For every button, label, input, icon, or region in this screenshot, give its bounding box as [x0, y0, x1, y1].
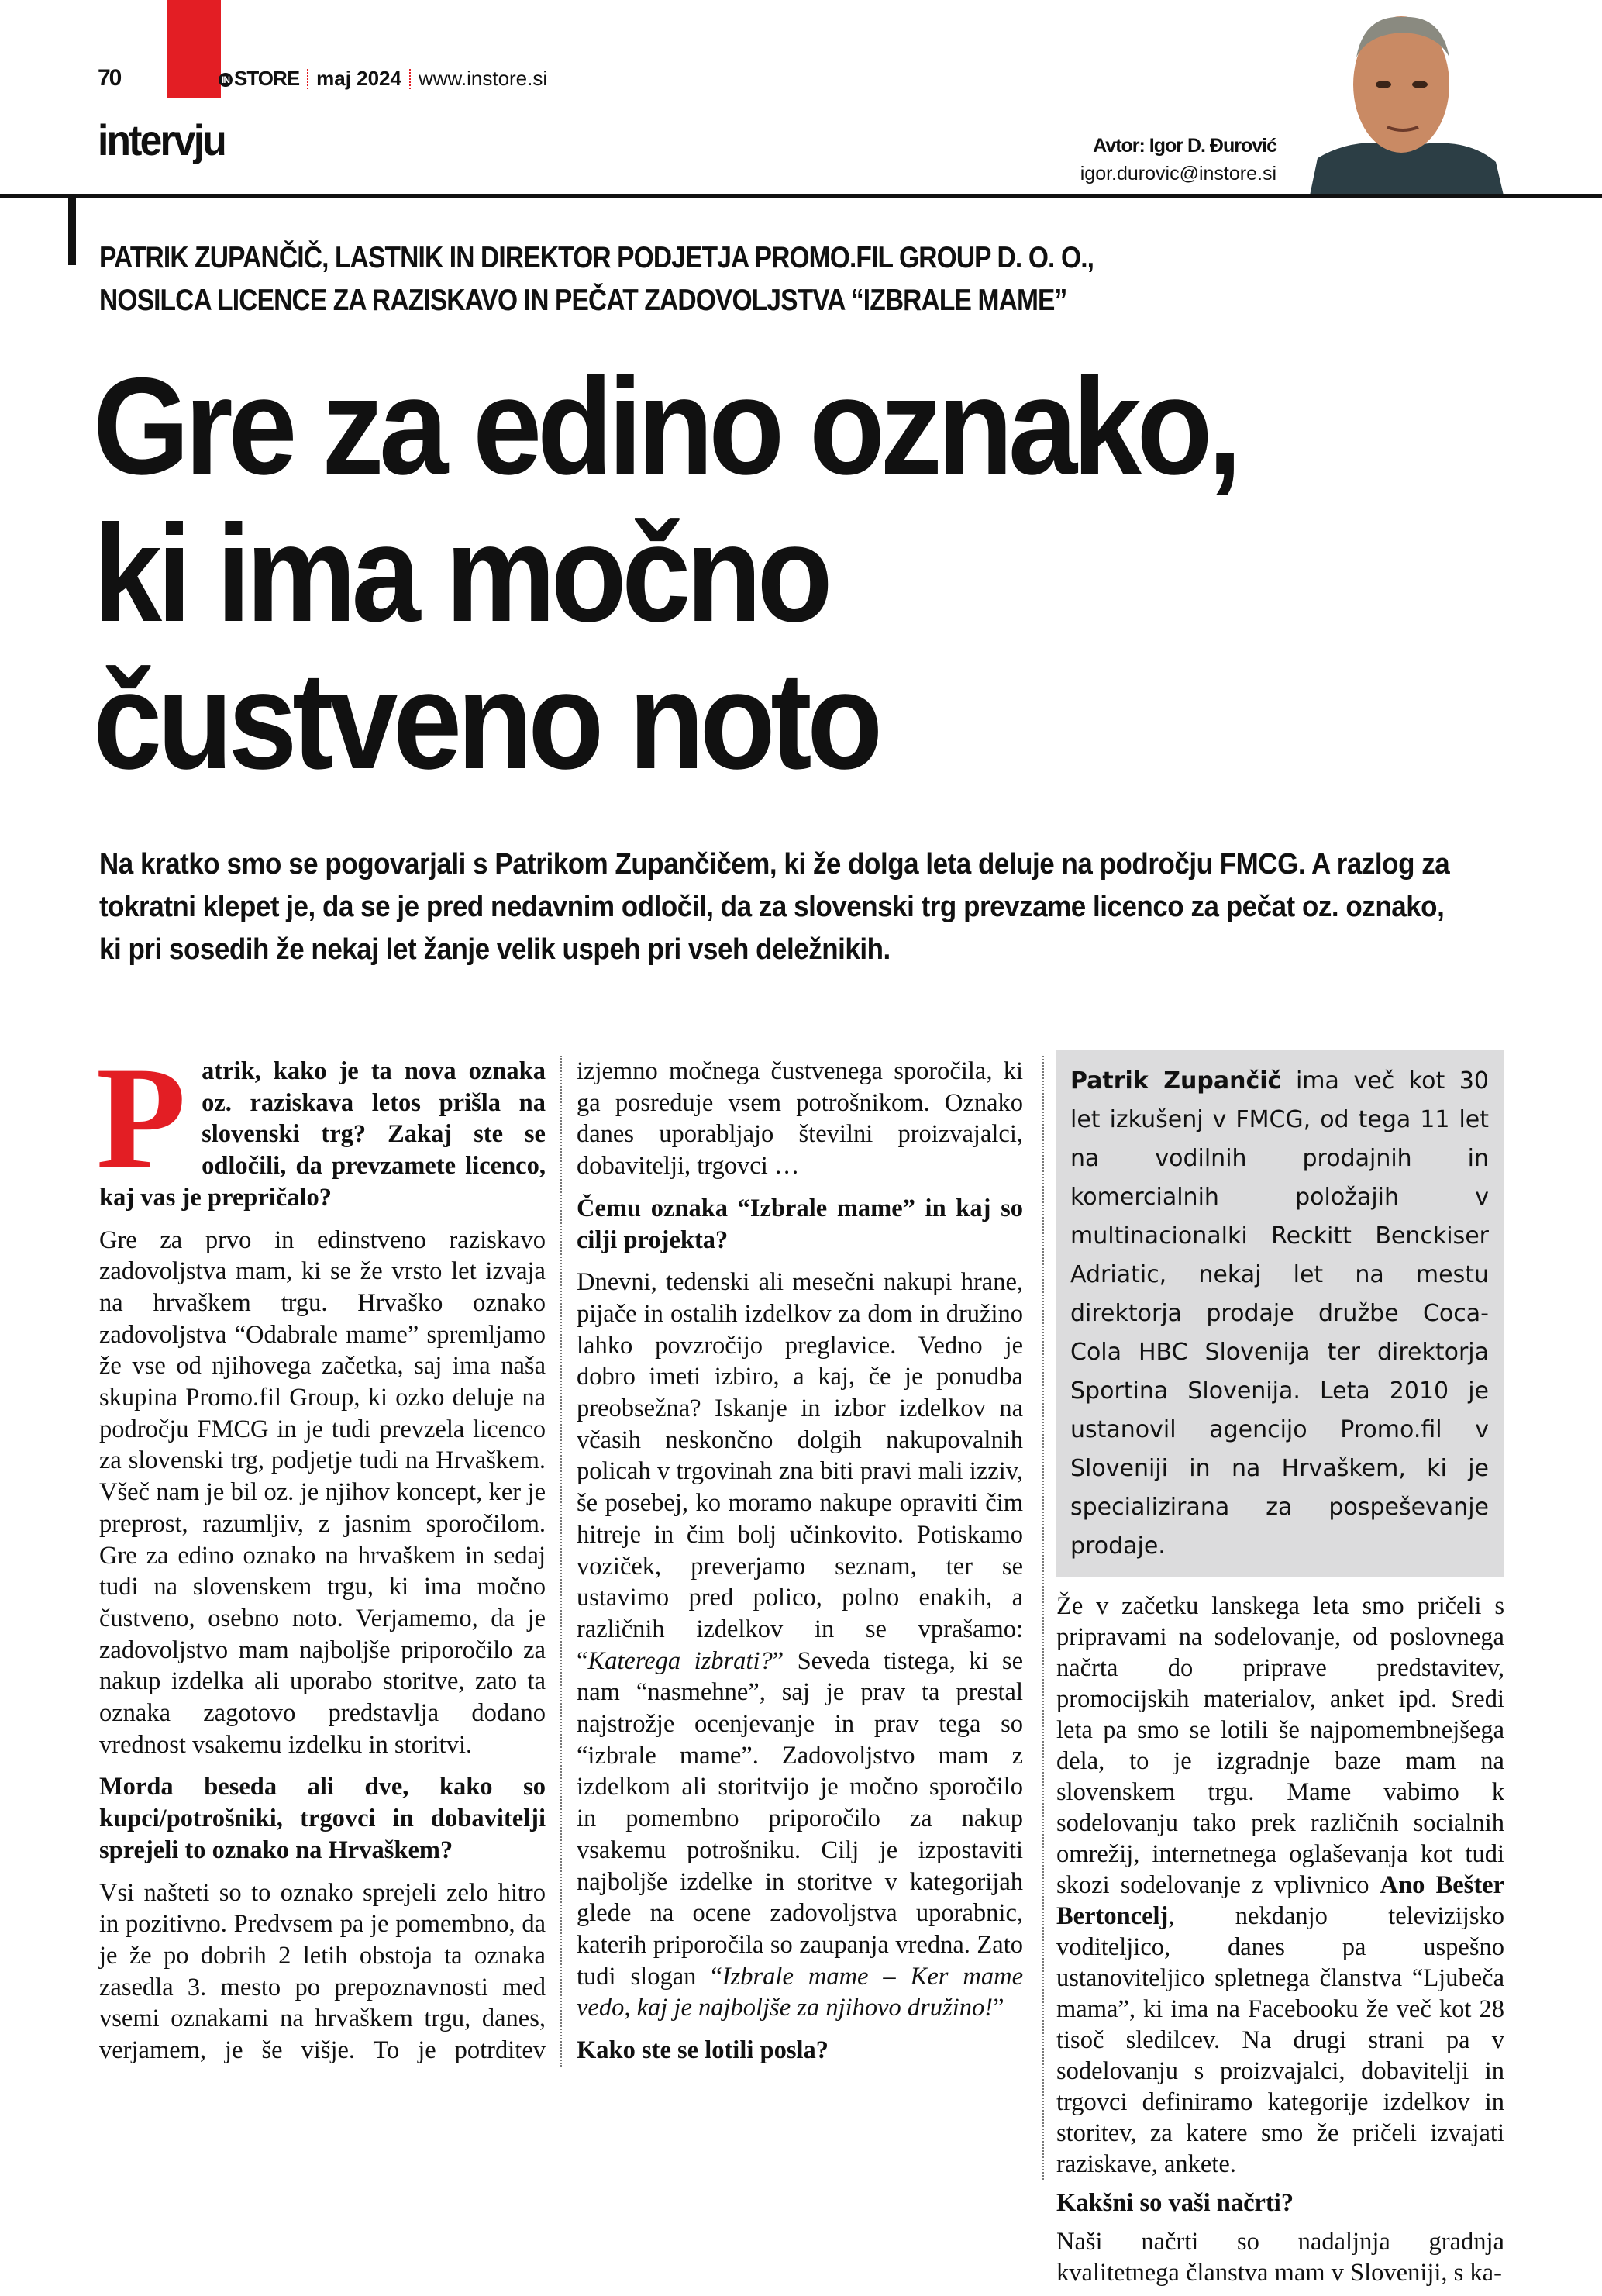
brand-name: STORE — [234, 67, 300, 90]
answer-text: , nekdanjo televizijsko voditeljico, danes pa uspešno ustanoviteljico spletnega članstva “Ljubeča mama”, ki ima na Facebooku že več kot 28 tisoč sledilcev. Na drugi strani pa v sodelovanju s proizvajalci, dobavitelji in trgovci definiramo kategorije izdelkov in storitev, za katere smo že pričeli izvajati raziskave, ankete. — [1056, 1902, 1504, 2178]
answer-text: Dnevni, tedenski ali mesečni nakupi hrane, pijače in ostalih izdelkov za dom in družino lahko povzročijo preglavice. Vedno je dobro imeti izbiro, a kaj, če je ponudba preobsežna? Iskanje in izbor izdelkov na včasih neskončno dolgih nakupovalnih policah v trgovinah zna biti pravi mali izziv, še posebej, ko moramo nakupe opraviti čim hitreje in čim bolj učinkovito. Potiskamo voziček, preverjamo seznam, ter se ustavimo pred polico, polno enakih, a različnih izdelkov in se vprašamo: “ — [577, 1268, 1023, 1675]
answer-italic: Katerega izbrati? — [587, 1646, 773, 1675]
headline-line: čustveno noto — [93, 643, 878, 798]
kicker-line: PATRIK ZUPANČIČ, LASTNIK IN DIREKTOR PODJETJA PROMO.FIL GROUP D. O. O., — [99, 241, 1094, 274]
question: Kakšni so vaši načrti? — [1056, 2189, 1294, 2217]
author-name: Avtor: Igor D. Đurović — [1093, 135, 1276, 157]
author-byline — [1080, 132, 1276, 188]
kicker — [99, 236, 1094, 322]
brand-badge: IN — [219, 73, 233, 87]
bio-text: ima več kot 30 let izkušenj v FMCG, od tega 11 let na vodilnih prodajnih in komercialnih položajih v multinacionalki Reckitt Benckiser Adriatic, nekaj let na mestu direktorja prodaje družbe Coca-Cola HBC Slovenija ter direktorja Sportina Slovenija. Leta 2010 je ustanovil agencijo Promo.fil v Sloveniji in na Hrvaškem, ki je specializirana za pospeševanje prodaje. — [1070, 1067, 1489, 1560]
author-photo — [1310, 11, 1504, 195]
headline-line: ki ima močno — [93, 496, 829, 650]
answer-text: Že v začetku lanskega leta smo pričeli s pripravami na sodelovanje, od poslovnega načrta do priprave predstavitev, promocijskih materialov, anket ipd. Sredi leta pa smo se lotili še najpomembnejšega dela, to je izgradnje baze mam na slovenskem trgu. Mame vabimo k sodelovanju tako prek različnih socialnih omrežij, internetnega oglaševanja kot tudi skozi sodelovanje z vplivnico — [1056, 1592, 1504, 1899]
page-number: 70 — [98, 65, 121, 91]
drop-cap: P — [96, 1037, 187, 1200]
author-portrait-image — [1310, 11, 1504, 195]
question: Morda beseda ali dve, kako so kupci/potrošniki, trgovci in dobavitelji sprejeli to oznako na Hrvaškem? — [99, 1773, 546, 1864]
bio-box — [1056, 1050, 1504, 1577]
issue-date: maj 2024 — [316, 67, 401, 90]
website-link[interactable]: www.instore.si — [418, 67, 548, 90]
brand-red-bar — [167, 0, 221, 98]
answer-text: ” Seveda tistega, ki se nam “nasmehne”, saj je prav ta prestal najstrožje ocenjevanje in prav tega so “izbrale mame”. Zadovoljstvo mam z izdelkom ali storitvijo je močno sporočilo in pomembno priporočilo za nakup vsakemu potrošniku. Cilj je izpostaviti najboljše izdelke in storitve v kategorijah glede na ocene zadovoljstva uporabnic, katerih priporočila so zaupanja vredna. Zato tudi slogan “ — [577, 1646, 1024, 1991]
question-text: atrik, kako je ta nova oznaka oz. raziskava letos prišla na slovenski trg? Zakaj ste se odločili, da prevzamete licenco, kaj vas je prepričalo? — [99, 1057, 546, 1212]
answer-bold: Ano Bešter Bertoncelj — [1056, 1871, 1504, 1930]
question: Kako ste se lotili posla? — [577, 2036, 829, 2065]
slogan: Izbrale mame – Ker mame vedo, kaj je najboljše za njihovo družino! — [577, 1962, 1023, 2022]
kicker-accent-bar — [68, 198, 76, 265]
answer: Naši načrti so nadaljnja gradnja kvalitetnega članstva mam v Sloveniji, s ka- — [1056, 2228, 1504, 2287]
header-divider — [0, 194, 1602, 198]
section-title: intervju — [98, 115, 226, 164]
bio-name: Patrik Zupančič — [1070, 1067, 1282, 1095]
answer — [577, 1267, 1023, 2024]
article-column-3 — [1056, 1056, 1504, 2296]
kicker-line: NOSILCA LICENCE ZA RAZISKAVO IN PEČAT ZADOVOLJSTVA “IZBRALE MAME” — [99, 284, 1067, 317]
divider — [409, 69, 411, 89]
question: Čemu oznaka “Izbrale mame” in kaj so cilji projekta? — [577, 1194, 1023, 1254]
headline — [93, 349, 1238, 798]
author-email[interactable]: igor.durovic@instore.si — [1080, 163, 1276, 184]
article-columns-1-2 — [96, 1037, 1024, 2067]
answer — [1056, 1591, 1504, 2180]
answer: Vsi našteti so to oznako sprejeli zelo hitro in pozitivno. Predvsem pa je pomembno, da je že po dobrih 2 letih obstoja ta oznaka zasedla 3. mesto po prepoznavnosti med vsemi oznakami na hrvaškem trgu, danes, verjamem, je še višje. To je potrditev izjemno močnega čustvenega sporočila, ki ga posreduje vsem potrošnikom. Oznako danes uporabljajo številni proizvajalci, dobavitelji, trgovci … — [99, 1057, 1023, 2065]
column-divider — [1042, 1056, 1044, 2180]
masthead — [219, 67, 547, 91]
brand-logo — [219, 67, 299, 91]
divider — [307, 69, 308, 89]
question — [96, 1037, 546, 1214]
lead-paragraph: Na kratko smo se pogovarjali s Patrikom Zupančičem, ki že dolga leta deluje na področju FMCG. A razlog za tokratni klepet je, da se je pred nedavnim odločil, da za slovenski trg prevzame licenco za pečat oz. oznako, ki pri sosedih že nekaj let žanje velik uspeh pri vseh deležnikih. — [99, 848, 1450, 966]
answer-text: ” — [993, 1994, 1004, 2022]
answer: Gre za prvo in edinstveno raziskavo zadovoljstva mam, ki se že vrsto let izvaja na hrvaškem trgu. Hrvaško oznako zadovoljstva “Odabrale mame” spremljamo že vse od njihovega začetka, saj ima naša skupina Promo.fil Group, ki ozko deluje na področju FMCG in je tudi prevzela licenco za slovenski trg, podjetje tudi na Hrvaškem. Všeč nam je bil oz. je njihov koncept, ker je preprost, razumljiv, z jasnim sporočilom. Gre za edino oznako na hrvaškem in sedaj tudi na slovenskem trgu, ki ima močno čustveno, osebno noto. Verjamemo, da je zadovoljstvo mam najboljše priporočilo za nakup izdelka ali uporabo storitve, zato ta oznaka zagotovo predstavlja dodano vrednost vsakemu izdelku in storitvi. — [99, 1226, 546, 1759]
headline-line: Gre za edino oznako, — [93, 349, 1238, 503]
